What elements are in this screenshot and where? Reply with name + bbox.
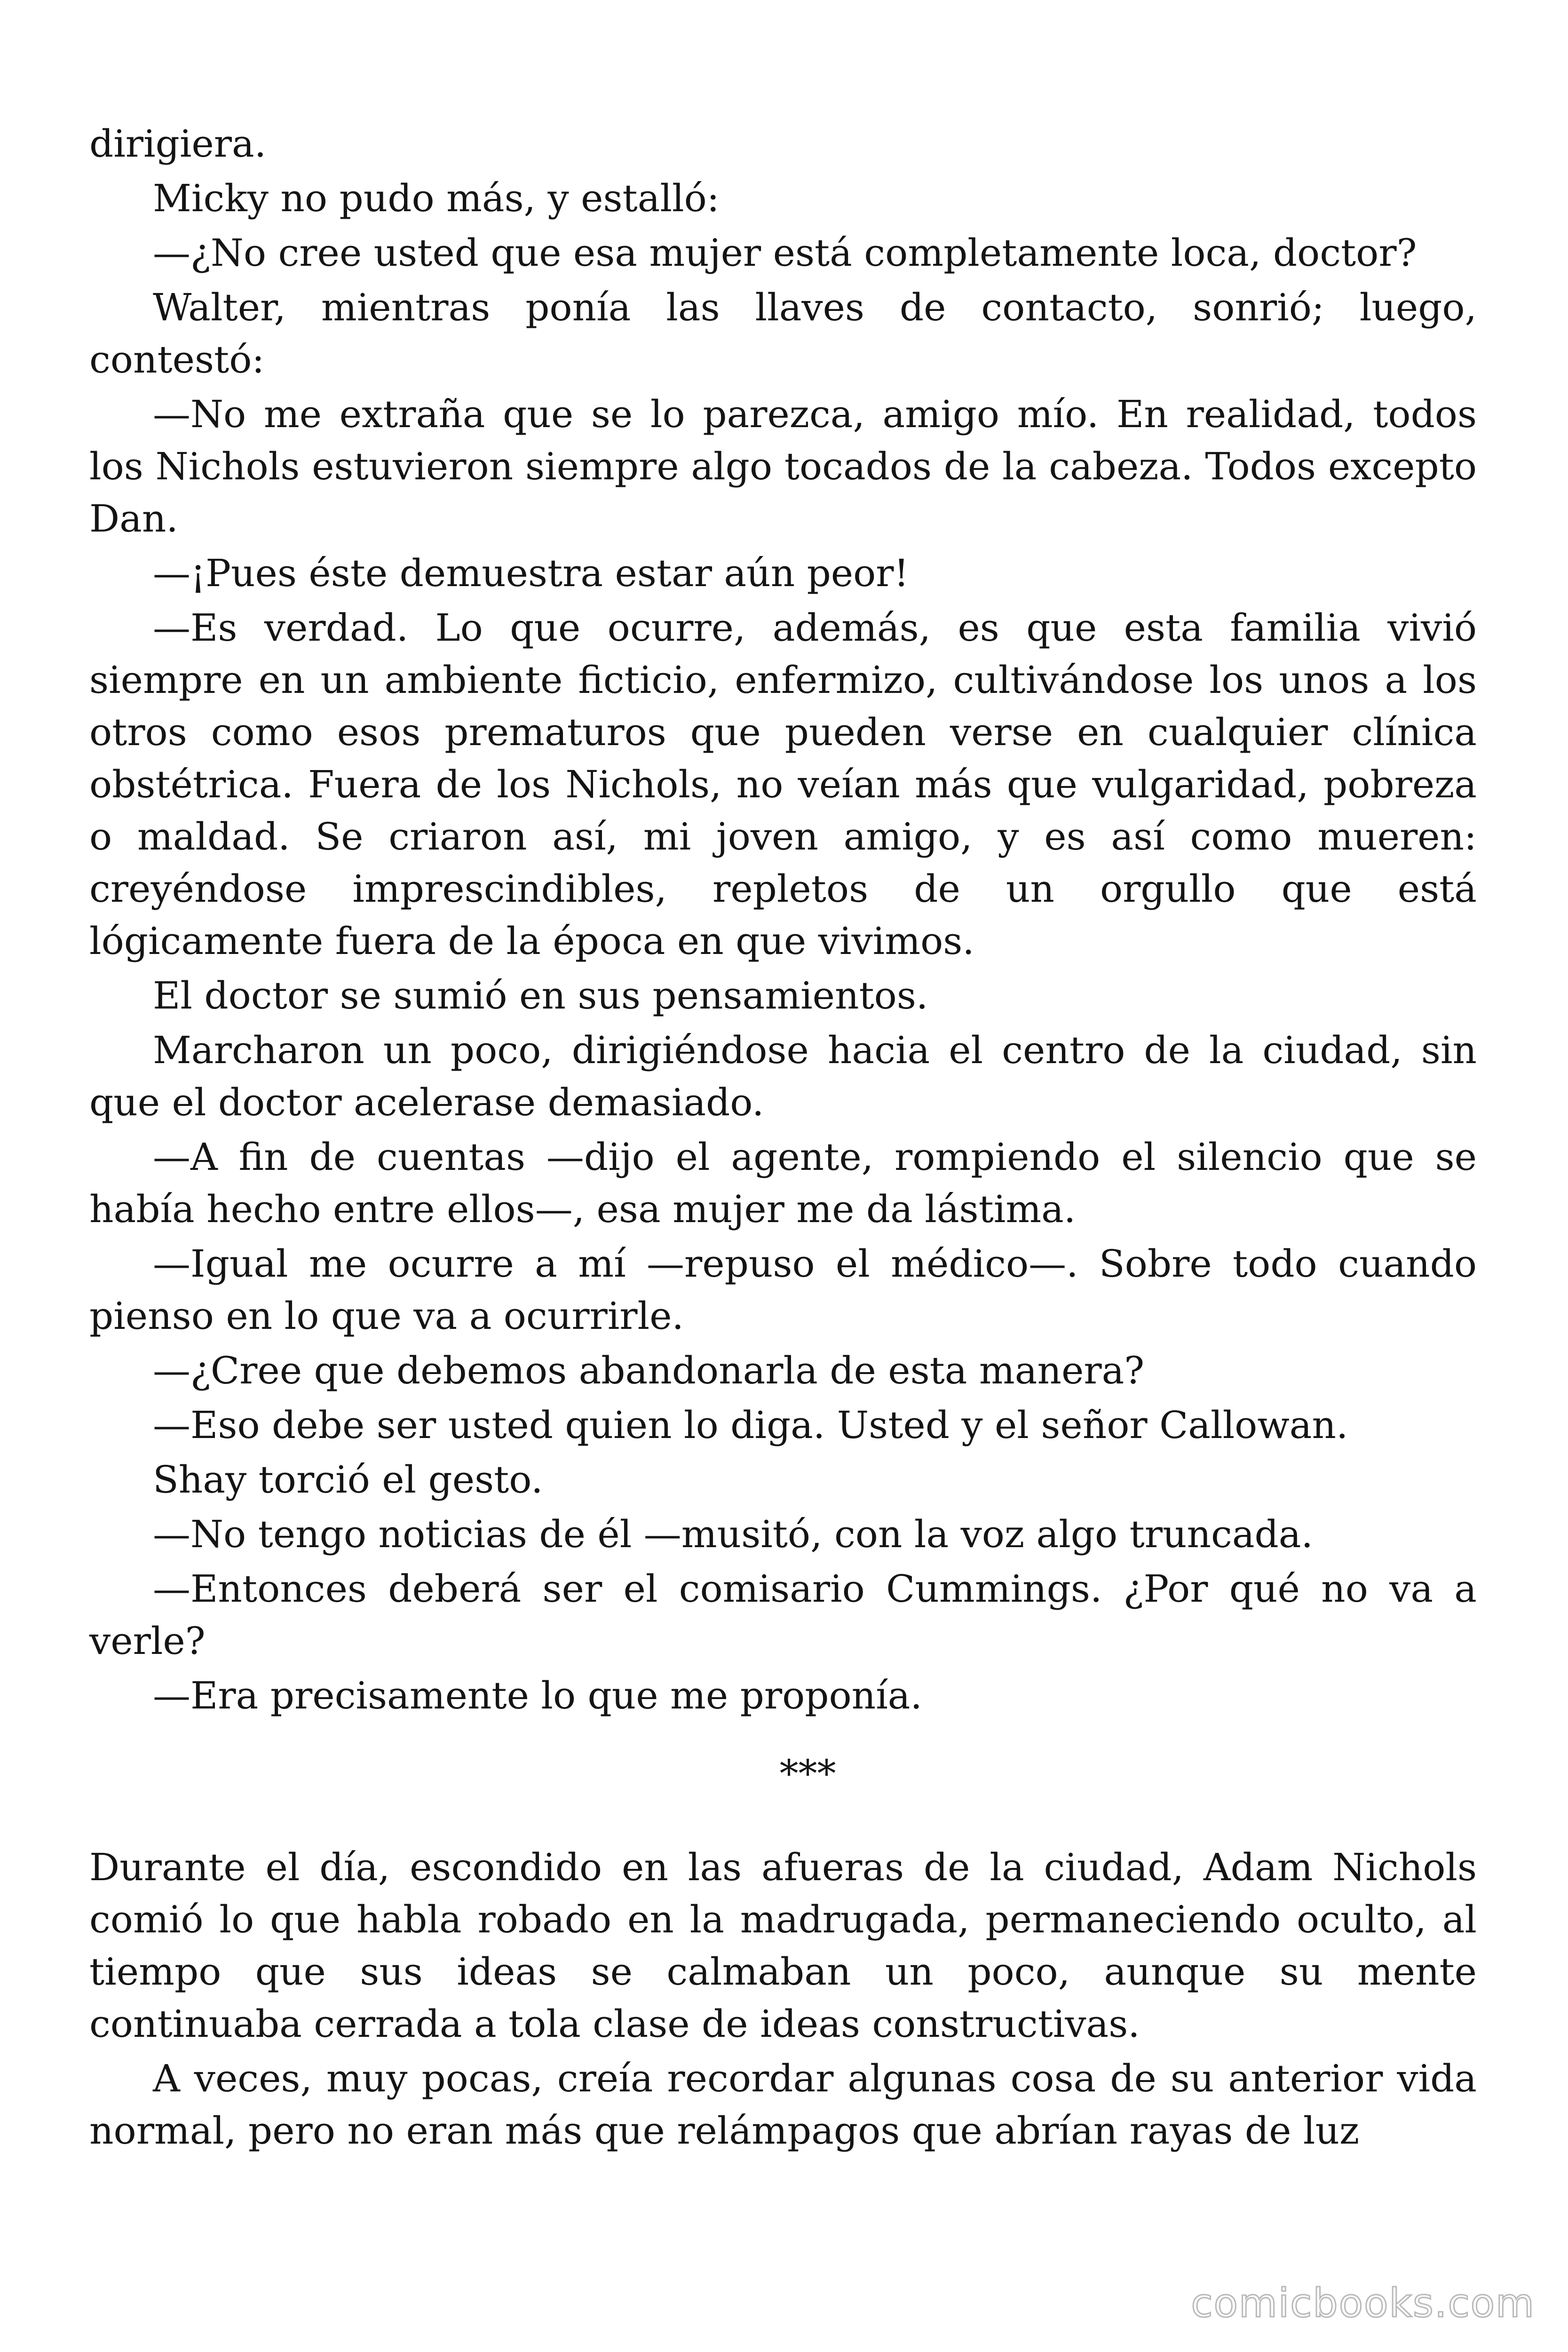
paragraph: —Es verdad. Lo que ocurre, además, es que esta familia vivió siempre en un ambiente ficticio, enfermizo, cultivándose los unos a los otros como esos prematuros que pueden verse en cualquier clínica obstétrica. Fuera de los Nichols, no veían más que vulgaridad, pobreza o maldad. Se criaron así, mi joven amigo, y es así como mueren: creyéndose imprescindibles, repletos de un orgullo que está lógicamente fuera de la época en que vivimos.	[89, 606, 1477, 963]
paragraph: Walter, mientras ponía las llaves de contacto, sonrió; luego, contestó:	[89, 286, 1477, 381]
paragraph: —¿No cree usted que esa mujer está completamente loca, doctor?	[153, 231, 1417, 275]
body-text-section-1	[89, 118, 1477, 1722]
paragraph: Micky no pudo más, y estalló:	[153, 176, 720, 220]
paragraph: —No tengo noticias de él —musitó, con la voz algo truncada.	[153, 1512, 1313, 1556]
paragraph: dirigiera.	[89, 122, 267, 166]
paragraph: —Eso debe ser usted quien lo diga. Usted y el señor Callowan.	[153, 1403, 1348, 1447]
paragraph: Marcharon un poco, dirigiéndose hacia el centro de la ciudad, sin que el doctor acelerase demasiado.	[89, 1028, 1477, 1124]
paragraph: A veces, muy pocas, creía recordar algunas cosa de su anterior vida normal, pero no eran más que relámpagos que abrían rayas de luz	[89, 2057, 1477, 2153]
separator-asterisks: ***	[779, 1752, 836, 1796]
paragraph: —Igual me ocurre a mí —repuso el médico—. Sobre todo cuando pienso en lo que va a ocurrirle.	[89, 1242, 1477, 1338]
paragraph: El doctor se sumió en sus pensamientos.	[153, 974, 928, 1017]
paragraph: —No me extraña que se lo parezca, amigo mío. En realidad, todos los Nichols estuvieron siempre algo tocados de la cabeza. Todos excepto Dan.	[89, 392, 1477, 540]
paragraph: —¡Pues éste demuestra estar aún peor!	[153, 551, 909, 595]
watermark-logo: comicbooks.com	[1191, 2280, 1535, 2326]
section-separator	[89, 1748, 1477, 1800]
paragraph: —Era precisamente lo que me proponía.	[153, 1674, 922, 1717]
book-page	[89, 118, 1477, 2159]
paragraph: —A fin de cuentas —dijo el agente, rompiendo el silencio que se había hecho entre ellos—, esa mujer me da lástima.	[89, 1135, 1477, 1231]
paragraph: —¿Cree que debemos abandonarla de esta manera?	[153, 1349, 1145, 1392]
paragraph: Durante el día, escondido en las afueras de la ciudad, Adam Nichols comió lo que habla robado en la madrugada, permaneciendo oculto, al tiempo que sus ideas se calmaban un poco, aunque su mente continuaba cerrada a tola clase de ideas constructivas.	[89, 1845, 1477, 2046]
paragraph: —Entonces deberá ser el comisario Cummings. ¿Por qué no va a verle?	[89, 1567, 1477, 1663]
body-text-section-2	[89, 1841, 1477, 2157]
paragraph: Shay torció el gesto.	[153, 1458, 543, 1502]
